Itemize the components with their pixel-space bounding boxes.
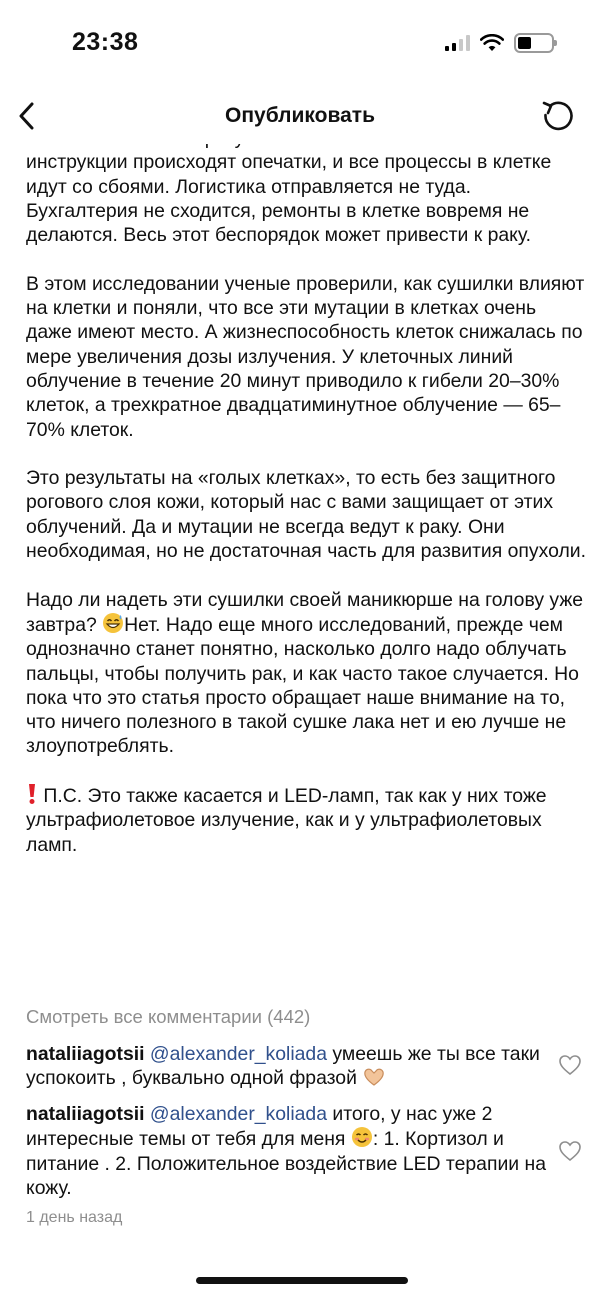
caption-paragraph [26,588,586,759]
refresh-button[interactable] [540,98,576,134]
caption-text: Нет. Надо еще много исследований, прежде чем однозначно станет понятно, насколько долго надо облучать пальцы, чтобы получить рак, и как часто такое случается. Но пока что это статья просто обращает наше внимание на то, что ничего полезного в такой сушке лака нет и ею лучше не злоупотреблять. [26,613,579,758]
comment-text: умеешь же ты все таки успокоить , буквально одной фразой [26,1043,540,1090]
like-comment-button[interactable] [558,1140,582,1162]
caption-paragraph: инструкции происходят опечатки, и все процессы в клетке идут со сбоями. Логистика отправляется не туда. Бухгалтерия не сходится, ремонты в клетке вовремя не делаются. Весь этот беспорядок может привести к раку. [26,151,552,247]
nav-bar [0,90,600,144]
status-icons [445,33,554,53]
battery-icon [514,33,554,53]
battery-level [518,37,531,49]
caption-paragraph [26,783,586,857]
post-timestamp: 1 день назад [26,1209,123,1226]
cellular-signal-icon [445,35,470,51]
comment-item [26,1102,546,1200]
view-all-comments-link[interactable]: Смотреть все комментарии (442) [26,1006,311,1027]
smiling-blush-emoji [351,1126,373,1148]
caption-paragraph: Это результаты на «голых клетках», то есть без защитного рогового слоя кожи, который нас с вами защищает от этих облучений. Да и мутации не всегда ведут к раку. Они необходимая, но не достаточная часть для развития опухоли. [26,467,586,563]
page-title: Опубликовать [225,104,375,127]
comment-username[interactable]: nataliiagotsii [26,1043,145,1065]
comment-text: : 1. Кортизол и питание . 2. Положительное воздействие LED терапии на кожу. [26,1128,546,1199]
home-indicator[interactable] [196,1277,408,1284]
grinning-sweat-emoji [102,612,124,634]
post-content[interactable] [0,136,600,1246]
heart-hands-emoji [362,1067,386,1087]
caption-text: П.С. Это также касается и LED-ламп, так как у них тоже ультрафиолетовое излучение, как и у ультрафиолетовых ламп. [26,785,547,856]
status-bar [0,0,600,90]
comment-mention[interactable]: @alexander_koliada [149,1103,328,1125]
like-comment-button[interactable] [558,1054,582,1076]
caption-paragraph: В этом исследовании ученые проверили, как сушилки влияют на клетки и поняли, что все эти мутации в клетках очень даже имеют место. А жизнеспособность клеток снижалась по мере увеличения дозы излучения. У клеточных линий облучение в течение 20 минут приводило к гибели 20–30% клеток, а трехкратное двадцатиминутное облучение — 65–70% клеток. [26,272,585,441]
red-exclamation-emoji [26,783,38,805]
status-time: 23:38 [72,28,139,56]
comment-username[interactable]: nataliiagotsii [26,1103,145,1125]
caption-text: Надо ли надеть эти сушилки своей маникюрше на голову уже завтра? [26,588,584,636]
comment-item [26,1042,546,1091]
comment-mention[interactable]: @alexander_koliada [149,1043,328,1065]
wifi-icon [480,34,504,52]
comment-text: итого, у нас уже 2 интересные темы от тебя для меня [26,1103,493,1151]
post-caption [26,136,586,869]
